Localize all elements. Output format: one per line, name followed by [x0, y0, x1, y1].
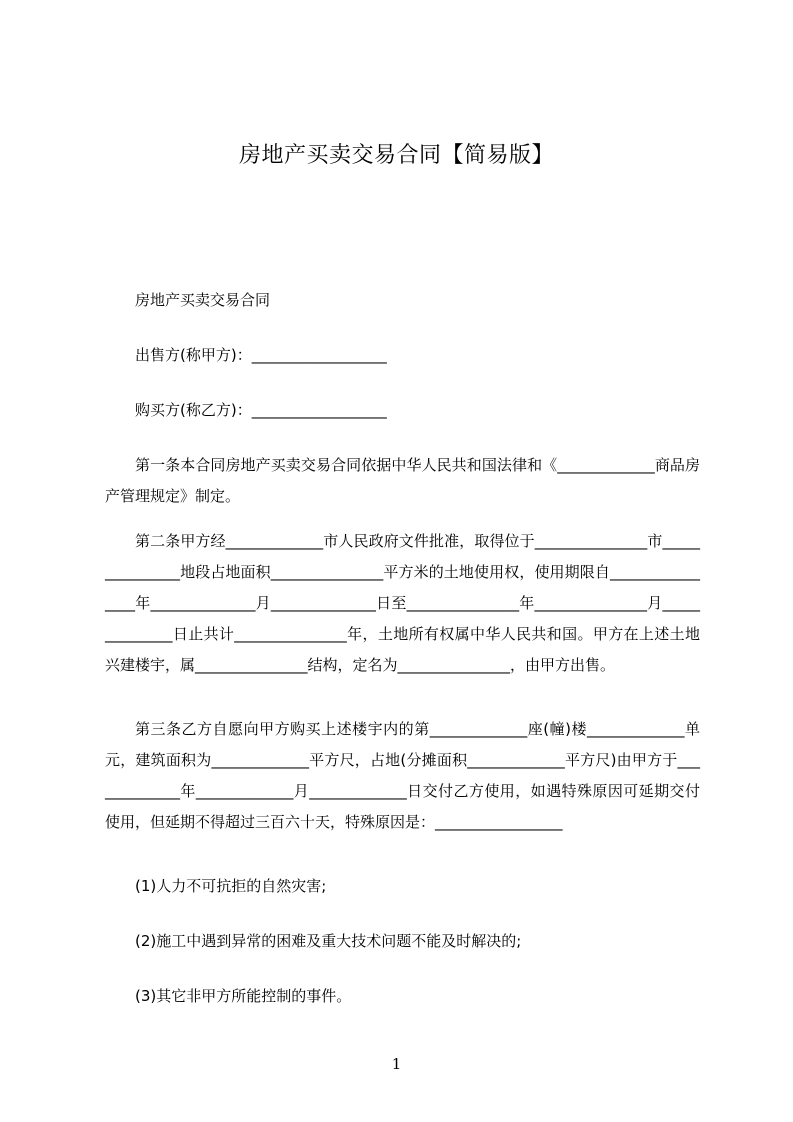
article-2-text: 第二条甲方经_____________市人民政府文件批准，取得位于_______________市_______________地段占地面积_______________平方米的土地使用权，使用期限自________________年______________月______________日至_______________年_______________月______________日止共计_______________年，土地所有权属中华人民共和国。甲方在上述土地兴建楼宇，属_______________结构，定名为_______________，由甲方出售。: [105, 532, 700, 674]
contract-heading-text: 房地产买卖交易合同: [135, 291, 271, 309]
seller-line-text: 出售方(称甲方)：__________________: [135, 346, 387, 364]
item-1-text: (1)人力不可抗拒的自然灾害;: [135, 877, 327, 895]
article-3-text: 第三条乙方自愿向甲方购买上述楼宇内的第_____________座(幢)楼_____________单元，建筑面积为_____________平方尺，占地(分摊面积_____________平方尺)由甲方于_____________年_____________月_____________日交付乙方使用，如遇特殊原因可延期交付使用，但延期不得超过三百六十天，特殊原因是：_________________: [105, 720, 700, 831]
list-item: [105, 871, 700, 902]
item-2-text: (2)施工中遇到异常的困难及重大技术问题不能及时解决的;: [135, 932, 522, 950]
document-title: 房地产买卖交易合同【简易版】: [238, 143, 554, 168]
page-number: 1: [391, 1055, 402, 1073]
item-3-text: (3)其它非甲方所能控制的事件。: [135, 987, 352, 1005]
article-3: [105, 714, 700, 838]
seller-line: [105, 340, 700, 371]
article-2: [105, 526, 700, 681]
buyer-line-text: 购买方(称乙方)：__________________: [135, 401, 387, 419]
buyer-line: [105, 395, 700, 426]
list-item: [105, 981, 700, 1012]
article-1-text: 第一条本合同房地产买卖交易合同依据中华人民共和国法律和《_____________商品房产管理规定》制定。: [105, 456, 700, 505]
article-1: [105, 450, 700, 512]
contract-heading: [105, 285, 700, 316]
list-item: [105, 926, 700, 957]
